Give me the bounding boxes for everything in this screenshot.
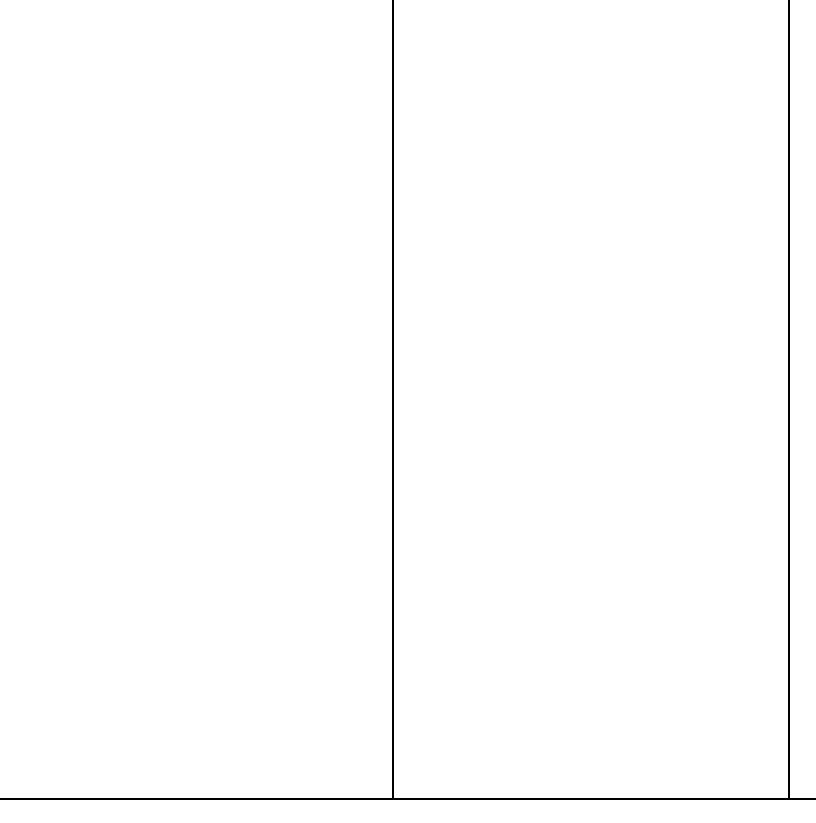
column-divider-1 xyxy=(392,0,394,800)
column-divider-2 xyxy=(788,0,790,800)
table-bottom-border xyxy=(0,798,816,800)
